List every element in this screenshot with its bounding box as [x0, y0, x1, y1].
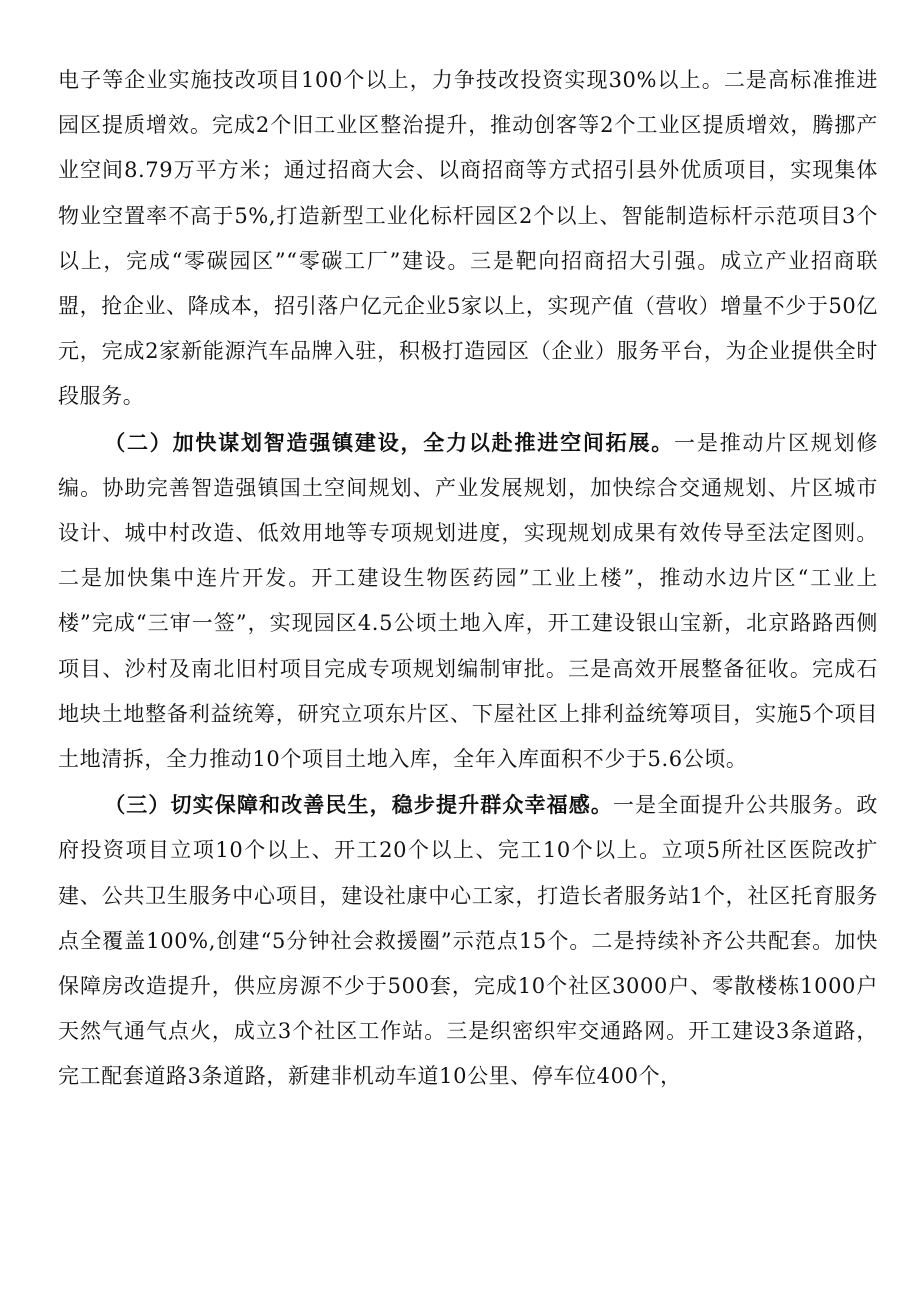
paragraph-body: 电子等企业实施技改项目100个以上，力争技改投资实现30%以上。二是高标准推进园区提质增效。完成2个旧工业区整治提升，推动创客等2个工业区提质增效，腾挪产业空间8.79万平方米；通过招商大会、以商招商等方式招引县外优质项目，实现集体物业空置率不高于5%,打造新型工业化标杆园区2个以上、智能制造标杆示范项目3个以上，完成“零碳园区”“零碳工厂”建设。三是靶向招商招大引强。成立产业招商联盟，抢企业、降成本，招引落户亿元企业5家以上，实现产值（营收）增量不少于50亿元，完成2家新能源汽车品牌入驻，积极打造园区（企业）服务平台，为企业提供全时段服务。 [58, 68, 878, 409]
paragraph-section-3 [58, 782, 878, 1099]
paragraph-continuation [58, 58, 878, 420]
paragraph-body: 一是全面提升公共服务。政府投资项目立项10个以上、开工20个以上、完工10个以上。立项5所社区医院改扩建、公共卫生服务中心项目，建设社康中心工家，打造长者服务站1个，社区托育服务点全覆盖100%,创建“5分钟社会救援圈”示范点15个。二是持续补齐公共配套。加快保障房改造提升，供应房源不少于500套，完成10个社区3000户、零散楼栋1000户天然气通气点火，成立3个社区工作站。三是织密织牢交通路网。开工建设3条道路，完工配套道路3条道路，新建非机动车道10公里、停车位400个， [58, 793, 878, 1089]
section-heading: （三）切实保障和改善民生，稳步提升群众幸福感。 [104, 792, 614, 818]
paragraph-section-2 [58, 420, 878, 783]
document-page [58, 58, 878, 1100]
section-heading: （二）加快谋划智造强镇建设，全力以赴推进空间拓展。 [104, 429, 675, 455]
paragraph-body: 一是推动片区规划修编。协助完善智造强镇国土空间规划、产业发展规划，加快综合交通规划、片区城市设计、城中村改造、低效用地等专项规划进度，实现规划成果有效传导至法定图则。二是加快集中连片开发。开工建设生物医药园”工业上楼”，推动水边片区“工业上楼”完成“三审一签”，实现园区4.5公顷土地入库，开工建设银山宝新，北京路路西侧项目、沙村及南北旧村项目完成专项规划编制审批。三是高效开展整备征收。完成石地块土地整备利益统筹，研究立项东片区、下屋社区上排利益统筹项目，实施5个项目土地清拆，全力推动10个项目土地入库，全年入库面积不少于5.6公顷。 [58, 430, 878, 772]
